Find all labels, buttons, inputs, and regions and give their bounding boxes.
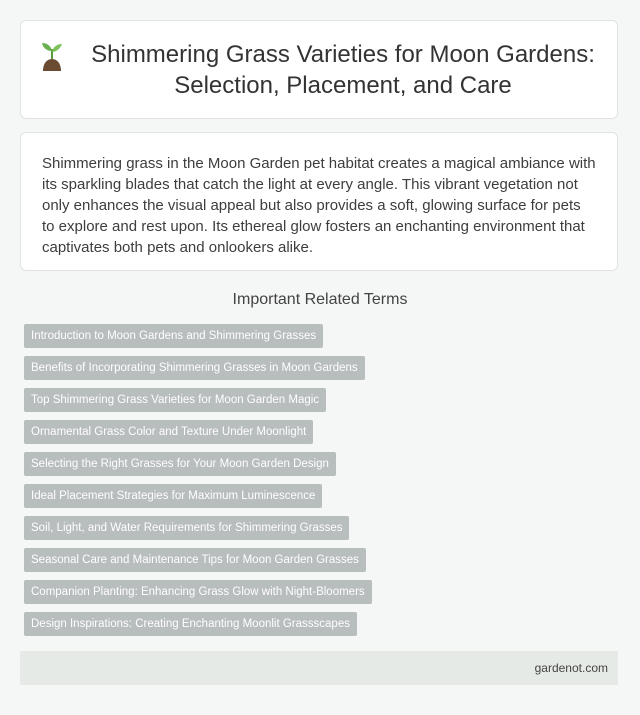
title-card bbox=[20, 20, 618, 119]
related-term[interactable]: Design Inspirations: Creating Enchanting Moonlit Grassscapes bbox=[24, 612, 357, 636]
related-term[interactable]: Selecting the Right Grasses for Your Moon Garden Design bbox=[24, 452, 336, 476]
footer-site-name[interactable]: gardenot.com bbox=[534, 661, 608, 675]
page-title: Shimmering Grass Varieties for Moon Gardens: Selection, Placement, and Care bbox=[91, 40, 595, 99]
related-term[interactable]: Seasonal Care and Maintenance Tips for Moon Garden Grasses bbox=[24, 548, 366, 572]
related-term[interactable]: Top Shimmering Grass Varieties for Moon Garden Magic bbox=[24, 388, 326, 412]
intro-paragraph: Shimmering grass in the Moon Garden pet habitat creates a magical ambiance with its sparkling blades that catch the light at every angle. This vibrant vegetation not only enhances the visual appeal but also provides a soft, glowing surface for pets to explore and rest upon. Its ethereal glow fosters an enchanting environment that captivates both pets and onlookers alike. bbox=[42, 155, 596, 256]
related-term[interactable]: Introduction to Moon Gardens and Shimmering Grasses bbox=[24, 324, 323, 348]
seedling-icon bbox=[37, 41, 67, 75]
related-terms-heading: Important Related Terms bbox=[232, 291, 408, 308]
related-term[interactable]: Benefits of Incorporating Shimmering Grasses in Moon Gardens bbox=[24, 356, 365, 380]
related-term[interactable]: Companion Planting: Enhancing Grass Glow with Night-Bloomers bbox=[24, 580, 372, 604]
intro-card bbox=[20, 132, 618, 271]
related-term[interactable]: Ornamental Grass Color and Texture Under Moonlight bbox=[24, 420, 313, 444]
related-term[interactable]: Soil, Light, and Water Requirements for Shimmering Grasses bbox=[24, 516, 349, 540]
related-term[interactable]: Ideal Placement Strategies for Maximum Luminescence bbox=[24, 484, 322, 508]
title-wrap bbox=[21, 39, 617, 101]
footer bbox=[20, 651, 618, 685]
related-terms-list bbox=[24, 324, 616, 644]
